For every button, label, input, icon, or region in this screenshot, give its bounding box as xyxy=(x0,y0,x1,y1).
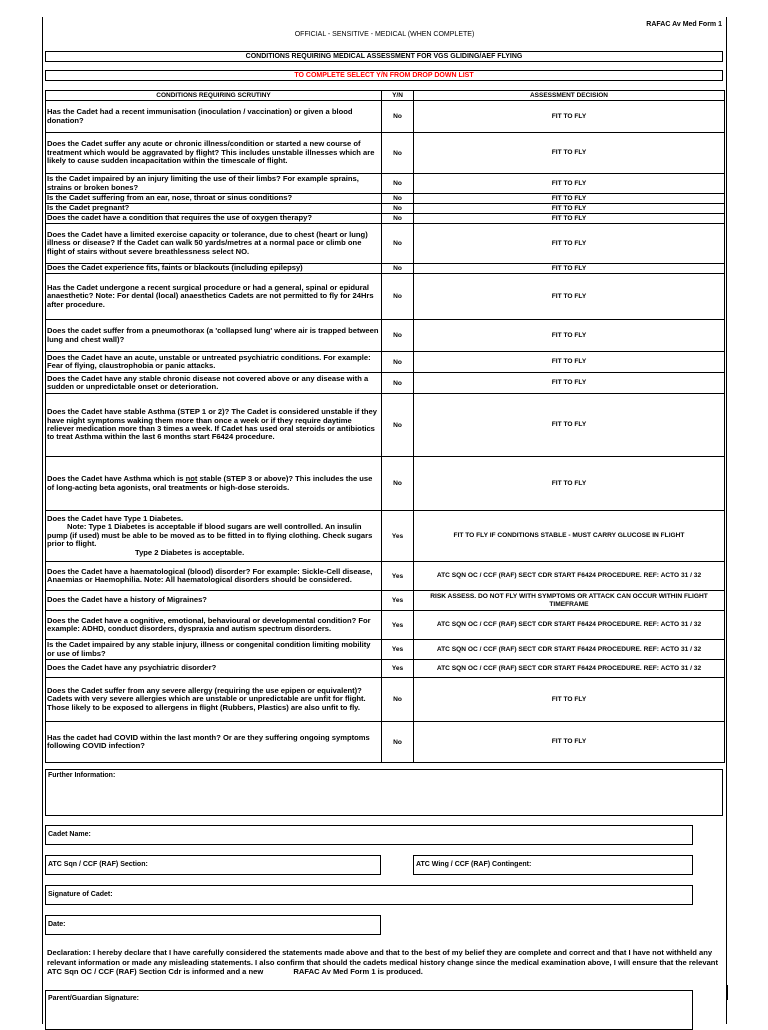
yn-dropdown[interactable]: Yes xyxy=(382,511,414,562)
yn-dropdown[interactable]: No xyxy=(382,373,414,394)
scrutiny-table xyxy=(45,90,725,763)
assessment-decision: FIT TO FLY xyxy=(414,678,725,722)
assessment-decision: ATC SQN OC / CCF (RAF) SECT CDR START F6424 PROCEDURE. REF: ACTO 31 / 32 xyxy=(414,640,725,660)
table-row xyxy=(46,511,725,562)
table-row xyxy=(46,352,725,373)
assessment-decision: FIT TO FLY xyxy=(414,174,725,194)
wing-label: ATC Wing / CCF (RAF) Contingent: xyxy=(416,861,532,868)
condition-question: Does the Cadet have a cognitive, emotional, behavioural or developmental condition? For example: ADHD, conduct disorders, dyspraxia and autism spectrum disorders. xyxy=(46,611,382,640)
yn-dropdown[interactable]: No xyxy=(382,722,414,763)
section-title-bar: CONDITIONS REQUIRING MEDICAL ASSESSMENT FOR VGS GLIDING/AEF FLYING xyxy=(45,51,723,62)
yn-dropdown[interactable]: Yes xyxy=(382,562,414,591)
assessment-decision: ATC SQN OC / CCF (RAF) SECT CDR START F6424 PROCEDURE. REF: ACTO 31 / 32 xyxy=(414,611,725,640)
question-note: Note: Type 1 Diabetes is acceptable if blood sugars are well controlled. An insulin pump (if used) must be able to be moved as to be fitted in to flying clothing. Check sugars prior to flight. xyxy=(47,522,373,549)
wing-field[interactable] xyxy=(413,855,693,875)
yn-dropdown[interactable]: No xyxy=(382,224,414,264)
yn-dropdown[interactable]: No xyxy=(382,133,414,174)
assessment-decision: FIT TO FLY xyxy=(414,101,725,133)
condition-question: Does the Cadet suffer from any severe allergy (requiring the use epipen or equivalent)? Cadets with very severe allergies which are unstable or unpredictable are unfit for flight. Those likely to be exposed to allergens in flight (Rubbers, Plastics) are also unfit to fly. xyxy=(46,678,382,722)
yn-dropdown[interactable]: No xyxy=(382,678,414,722)
condition-question: Has the cadet had COVID within the last month? Or are they suffering ongoing symptoms following COVID infection? xyxy=(46,722,382,763)
section-label: ATC Sqn / CCF (RAF) Section: xyxy=(48,861,148,868)
condition-question: Is the Cadet suffering from an ear, nose, throat or sinus conditions? xyxy=(46,194,382,204)
assessment-decision: FIT TO FLY xyxy=(414,133,725,174)
condition-question: Does the Cadet have stable Asthma (STEP 1 or 2)? The Cadet is considered unstable if they have night symptoms waking them more than once a week or if they require daytime reliever medication more than 3 times a week. If Cadet has used oral steroids or antibiotics to treat Asthma within the last 6 months start F6424 procedure. xyxy=(46,394,382,457)
yn-dropdown[interactable]: No xyxy=(382,204,414,214)
condition-question: Does the Cadet have an acute, unstable or untreated psychiatric conditions. For example: Fear of flying, claustrophobia or panic attacks. xyxy=(46,352,382,373)
table-row xyxy=(46,373,725,394)
condition-question: Does the Cadet suffer any acute or chronic illness/condition or started a new course of treatment which would be aggravated by flight? This includes unstable illnesses which are likely to cause sudden incapacitation within the timescale of flight. xyxy=(46,133,382,174)
assessment-decision: FIT TO FLY xyxy=(414,204,725,214)
condition-question: Does the Cadet have any stable chronic disease not covered above or any disease with a sudden or unpredictable onset or deterioration. xyxy=(46,373,382,394)
yn-dropdown[interactable]: No xyxy=(382,194,414,204)
table-row xyxy=(46,174,725,194)
assessment-decision: FIT TO FLY xyxy=(414,320,725,352)
table-row xyxy=(46,678,725,722)
assessment-decision: RISK ASSESS. DO NOT FLY WITH SYMPTOMS OR ATTACK CAN OCCUR WITHIN FLIGHT TIMEFRAME xyxy=(414,591,725,611)
declaration xyxy=(47,948,722,977)
declaration-text: Declaration: I hereby declare that I have carefully considered the statements made above and that to the best of my belief they are complete and correct and that I have not withheld any relevant information or made any misleading statements. I also confirm that should the cadets medical history change since the medical examination above, I will ensure that the relevant ATC Sqn OC / CCF (RAF) Section Cdr is informed and a new xyxy=(47,948,718,976)
condition-question xyxy=(46,511,382,562)
question-line-3: Type 2 Diabetes is acceptable. xyxy=(135,547,245,557)
signature-label: Signature of Cadet: xyxy=(48,891,113,898)
page-edge-mark xyxy=(726,985,728,1000)
table-row xyxy=(46,660,725,678)
condition-question: Does the Cadet have any psychiatric disorder? xyxy=(46,660,382,678)
condition-question: Does the cadet have a condition that requires the use of oxygen therapy? xyxy=(46,214,382,224)
question-text-pre: Does the Cadet have Asthma which is xyxy=(47,474,186,484)
table-row xyxy=(46,640,725,660)
yn-dropdown[interactable]: Yes xyxy=(382,640,414,660)
condition-question: Does the Cadet experience fits, faints or blackouts (including epilepsy) xyxy=(46,264,382,274)
further-information-field[interactable] xyxy=(45,769,723,816)
table-row xyxy=(46,722,725,763)
header-decision: ASSESSMENT DECISION xyxy=(414,91,725,101)
question-text-underlined: not xyxy=(185,474,198,484)
assessment-decision: FIT TO FLY xyxy=(414,194,725,204)
signature-field[interactable] xyxy=(45,885,693,905)
condition-question xyxy=(46,457,382,511)
condition-question: Does the cadet suffer from a pneumothorax (a 'collapsed lung' where air is trapped between lung and chest wall)? xyxy=(46,320,382,352)
assessment-decision: FIT TO FLY xyxy=(414,352,725,373)
classification-marking: OFFICIAL - SENSITIVE - MEDICAL (WHEN COMPLETE) xyxy=(294,31,475,38)
assessment-decision: ATC SQN OC / CCF (RAF) SECT CDR START F6424 PROCEDURE. REF: ACTO 31 / 32 xyxy=(414,562,725,591)
section-field[interactable] xyxy=(45,855,381,875)
question-text-post: stable (STEP 3 or above)? This includes the use of long-acting beta agonists, oral treatments or high-dose steroids. xyxy=(47,474,373,492)
yn-dropdown[interactable]: No xyxy=(382,274,414,320)
yn-dropdown[interactable]: No xyxy=(382,214,414,224)
table-row xyxy=(46,562,725,591)
table-row xyxy=(46,101,725,133)
yn-dropdown[interactable]: No xyxy=(382,320,414,352)
condition-question: Does the Cadet have a haematological (blood) disorder? For example: Sickle-Cell disease, Anaemias or Haemophilia. Note: All haematological disorders should be considered. xyxy=(46,562,382,591)
question-line-1: Does the Cadet have Type 1 Diabetes. xyxy=(47,513,184,523)
parent-signature-label: Parent/Guardian Signature: xyxy=(48,995,140,1002)
assessment-decision: ATC SQN OC / CCF (RAF) SECT CDR START F6424 PROCEDURE. REF: ACTO 31 / 32 xyxy=(414,660,725,678)
table-row xyxy=(46,611,725,640)
header-conditions: CONDITIONS REQUIRING SCRUTINY xyxy=(46,91,382,101)
table-row xyxy=(46,204,725,214)
yn-dropdown[interactable]: No xyxy=(382,394,414,457)
condition-question: Does the Cadet have a limited exercise capacity or tolerance, due to chest (heart or lung) illness or disease? If the Cadet can walk 50 yards/metres at a normal pace or climb one flight of stairs without severe breathlessness select NO. xyxy=(46,224,382,264)
declaration-form-ref: RAFAC Av Med Form 1 is produced. xyxy=(293,967,423,976)
assessment-decision: FIT TO FLY xyxy=(414,274,725,320)
assessment-decision: FIT TO FLY IF CONDITIONS STABLE - MUST CARRY GLUCOSE IN FLIGHT xyxy=(414,511,725,562)
table-row xyxy=(46,214,725,224)
cadet-name-label: Cadet Name: xyxy=(48,831,91,838)
parent-signature-field[interactable] xyxy=(45,990,693,1030)
assessment-decision: FIT TO FLY xyxy=(414,373,725,394)
condition-question: Is the Cadet impaired by an injury limiting the use of their limbs? For example sprains, strains or broken bones? xyxy=(46,174,382,194)
table-row xyxy=(46,394,725,457)
table-row xyxy=(46,264,725,274)
table-row xyxy=(46,320,725,352)
yn-dropdown[interactable]: No xyxy=(382,101,414,133)
date-label: Date: xyxy=(48,921,66,928)
assessment-decision: FIT TO FLY xyxy=(414,214,725,224)
further-information-label: Further Information: xyxy=(48,772,116,779)
condition-question: Does the Cadet have a history of Migraines? xyxy=(46,591,382,611)
table-row xyxy=(46,591,725,611)
yn-dropdown[interactable]: No xyxy=(382,457,414,511)
assessment-decision: FIT TO FLY xyxy=(414,394,725,457)
header-yn: Y/N xyxy=(382,91,414,101)
assessment-decision: FIT TO FLY xyxy=(414,722,725,763)
yn-dropdown[interactable]: Yes xyxy=(382,591,414,611)
instruction-bar: TO COMPLETE SELECT Y/N FROM DROP DOWN LIST xyxy=(45,70,723,81)
yn-dropdown[interactable]: No xyxy=(382,352,414,373)
yn-dropdown[interactable]: Yes xyxy=(382,660,414,678)
assessment-decision: FIT TO FLY xyxy=(414,224,725,264)
assessment-decision: FIT TO FLY xyxy=(414,457,725,511)
table-row xyxy=(46,224,725,264)
condition-question: Has the Cadet had a recent immunisation (inoculation / vaccination) or given a blood donation? xyxy=(46,101,382,133)
form-reference: RAFAC Av Med Form 1 xyxy=(646,21,722,28)
yn-dropdown[interactable]: Yes xyxy=(382,611,414,640)
condition-question: Is the Cadet impaired by any stable injury, illness or congenital condition limiting mobility or use of limbs? xyxy=(46,640,382,660)
table-row xyxy=(46,133,725,174)
cadet-name-field[interactable] xyxy=(45,825,693,845)
table-row xyxy=(46,194,725,204)
table-row xyxy=(46,274,725,320)
condition-question: Has the Cadet undergone a recent surgical procedure or had a general, spinal or epidural anaesthetic? Note: For dental (local) anaesthetics Cadets are not permitted to fly for 24Hrs after procedure. xyxy=(46,274,382,320)
date-field[interactable] xyxy=(45,915,381,935)
assessment-decision: FIT TO FLY xyxy=(414,264,725,274)
condition-question: Is the Cadet pregnant? xyxy=(46,204,382,214)
table-row xyxy=(46,457,725,511)
yn-dropdown[interactable]: No xyxy=(382,264,414,274)
yn-dropdown[interactable]: No xyxy=(382,174,414,194)
